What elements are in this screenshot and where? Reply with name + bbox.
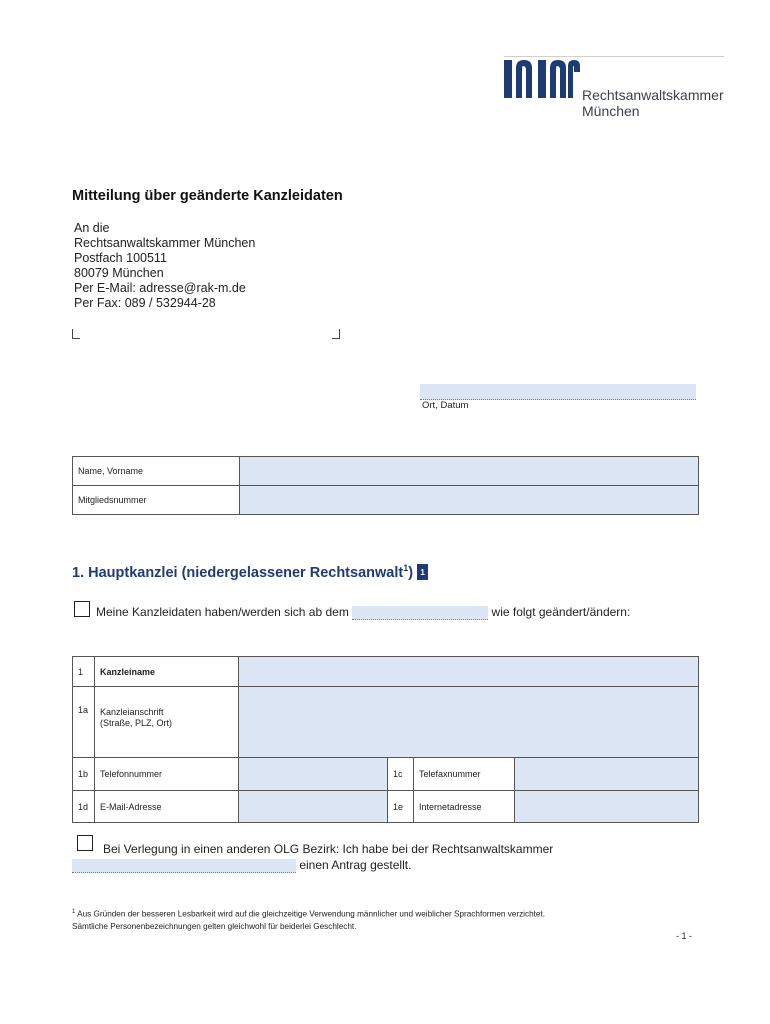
address-line: Per Fax: 089 / 532944-28	[74, 296, 216, 310]
address-line: Per E-Mail: adresse@rak-m.de	[74, 281, 246, 295]
row-number: 1c	[388, 758, 414, 791]
section-badge: 1	[417, 564, 428, 580]
section-1-heading	[72, 563, 428, 581]
footnote-mark: 1	[72, 909, 76, 915]
kanzleianschrift-input[interactable]	[239, 687, 699, 758]
address-line: 80079 München	[74, 266, 164, 280]
ort-datum-label: Ort, Datum	[422, 400, 469, 411]
row-number: 1d	[73, 791, 95, 823]
logo-text-line1: Rechtsanwaltskammer	[582, 87, 724, 103]
logo-text-line2: München	[582, 103, 640, 119]
footnote	[72, 906, 545, 933]
address-line: Postfach 100511	[74, 251, 167, 265]
kanzlei-table	[72, 656, 699, 823]
internet-label: Internetadresse	[414, 791, 515, 823]
footnote-reference: 1	[403, 563, 409, 573]
page-number: - 1 -	[676, 931, 693, 941]
change-text-before: Meine Kanzleidaten haben/werden sich ab dem	[96, 605, 349, 619]
name-label: Name, Vorname	[73, 457, 240, 486]
sender-box-corner-left	[72, 329, 80, 339]
row-number: 1e	[388, 791, 414, 823]
kanzleianschrift-label-line1: Kanzleianschrift	[100, 707, 164, 717]
section-1-heading-text: 1. Hauptkanzlei (niedergelassener Rechtsanwalt	[72, 564, 404, 581]
email-label: E-Mail-Adresse	[95, 791, 239, 823]
person-table	[72, 456, 699, 515]
page-title: Mitteilung über geänderte Kanzleidaten	[72, 188, 343, 204]
internet-input[interactable]	[515, 791, 699, 823]
kanzleiname-label: Kanzleiname	[95, 657, 239, 687]
row-number: 1a	[73, 687, 95, 758]
olg-checkbox[interactable]	[77, 835, 93, 851]
name-input[interactable]	[240, 457, 699, 486]
ort-datum-input[interactable]	[420, 384, 696, 400]
change-date-line	[96, 605, 630, 620]
olg-text-2: einen Antrag gestellt.	[299, 858, 412, 872]
row-number: 1b	[73, 758, 95, 791]
recipient-address	[74, 221, 255, 311]
kanzleiname-input[interactable]	[239, 657, 699, 687]
address-line: Rechtsanwaltskammer München	[74, 236, 256, 250]
address-line: An die	[74, 221, 110, 235]
change-date-input[interactable]	[352, 606, 488, 620]
footnote-text-1: Aus Gründen der besseren Lesbarkeit wird auf die gleichzeitige Verwendung männlicher und weiblicher Sprachformen verzichtet.	[77, 909, 546, 919]
change-text-after: wie folgt geändert/ändern:	[491, 605, 631, 619]
telefax-input[interactable]	[515, 758, 699, 791]
member-number-label: Mitgliedsnummer	[73, 486, 240, 515]
change-date-checkbox[interactable]	[74, 601, 90, 617]
olg-line2	[72, 858, 411, 873]
telefon-label: Telefonnummer	[95, 758, 239, 791]
footnote-line2: Sämtliche Personenbezeichnungen gelten gleichwohl für beiderlei Geschlecht.	[72, 921, 357, 931]
kammer-input[interactable]	[72, 859, 296, 873]
kanzleianschrift-label-line2: (Straße, PLZ, Ort)	[100, 718, 173, 728]
section-1-heading-close: )	[408, 564, 414, 581]
rak-logo-mark	[502, 58, 582, 100]
member-number-input[interactable]	[240, 486, 699, 515]
olg-text: Bei Verlegung in einen anderen OLG Bezirk: Ich habe bei der Rechtsanwaltskammer	[103, 842, 554, 856]
footnote-line1	[72, 906, 545, 921]
telefax-label: Telefaxnummer	[414, 758, 515, 791]
email-input[interactable]	[239, 791, 388, 823]
row-number: 1	[73, 657, 95, 687]
logo-top-rule	[504, 56, 724, 57]
kanzleianschrift-label	[95, 687, 239, 758]
sender-box-corner-right	[332, 329, 340, 339]
telefon-input[interactable]	[239, 758, 388, 791]
